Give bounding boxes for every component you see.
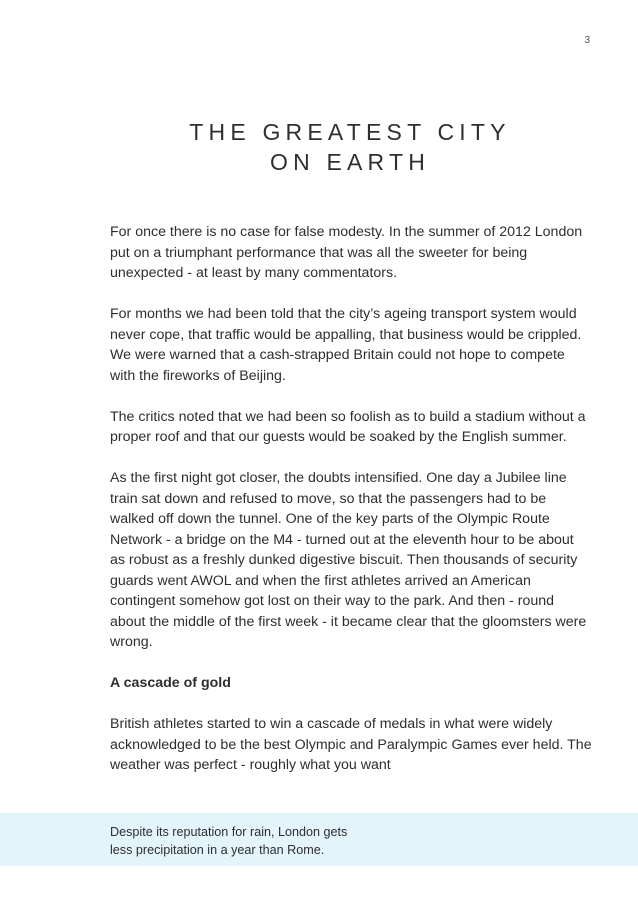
section-heading: A cascade of gold	[110, 675, 231, 691]
page-title	[110, 117, 590, 177]
callout-line-1: Despite its reputation for rain, London gets	[110, 825, 348, 839]
paragraph-doubts: For months we had been told that the city’s ageing transport system would never cope, that traffic would be appalling, that business would be crippled. We were warned that a cash-strapped Britain could not hope to compete with the fireworks of Beijing.	[110, 306, 582, 384]
callout-line-2: less precipitation in a year than Rome.	[110, 843, 325, 857]
article-body	[110, 222, 592, 796]
page-number: 3	[584, 35, 590, 46]
paragraph-first-night: As the first night got closer, the doubts intensified. One day a Jubilee line train sat down and refused to move, so that the passengers had to be walked off down the tunnel. One of the key parts of the Olympic Route Network - a bridge on the M4 - turned out at the eleventh hour to be about as robust as a freshly dunked digestive biscuit. Then thousands of security guards went AWOL and when the first athletes arrived an American contingent somehow got lost on their way to the park. And then - round about the middle of the first week - it became clear that the gloomsters were wrong.	[110, 470, 587, 650]
callout-text	[110, 823, 510, 859]
fact-callout	[0, 813, 638, 866]
paragraph-medals: British athletes started to win a cascade of medals in what were widely acknowledged to be the best Olympic and Paralympic Games ever held. The weather was perfect - roughly what you want	[110, 716, 592, 773]
paragraph-intro: For once there is no case for false modesty. In the summer of 2012 London put on a triumphant performance that was all the sweeter for being unexpected - at least by many commentators.	[110, 224, 583, 281]
title-line-1: THE GREATEST CITY	[189, 119, 511, 145]
title-line-2: ON EARTH	[269, 149, 431, 175]
paragraph-critics: The critics noted that we had been so foolish as to build a stadium without a proper roof and that our guests would be soaked by the English summer.	[110, 408, 586, 445]
